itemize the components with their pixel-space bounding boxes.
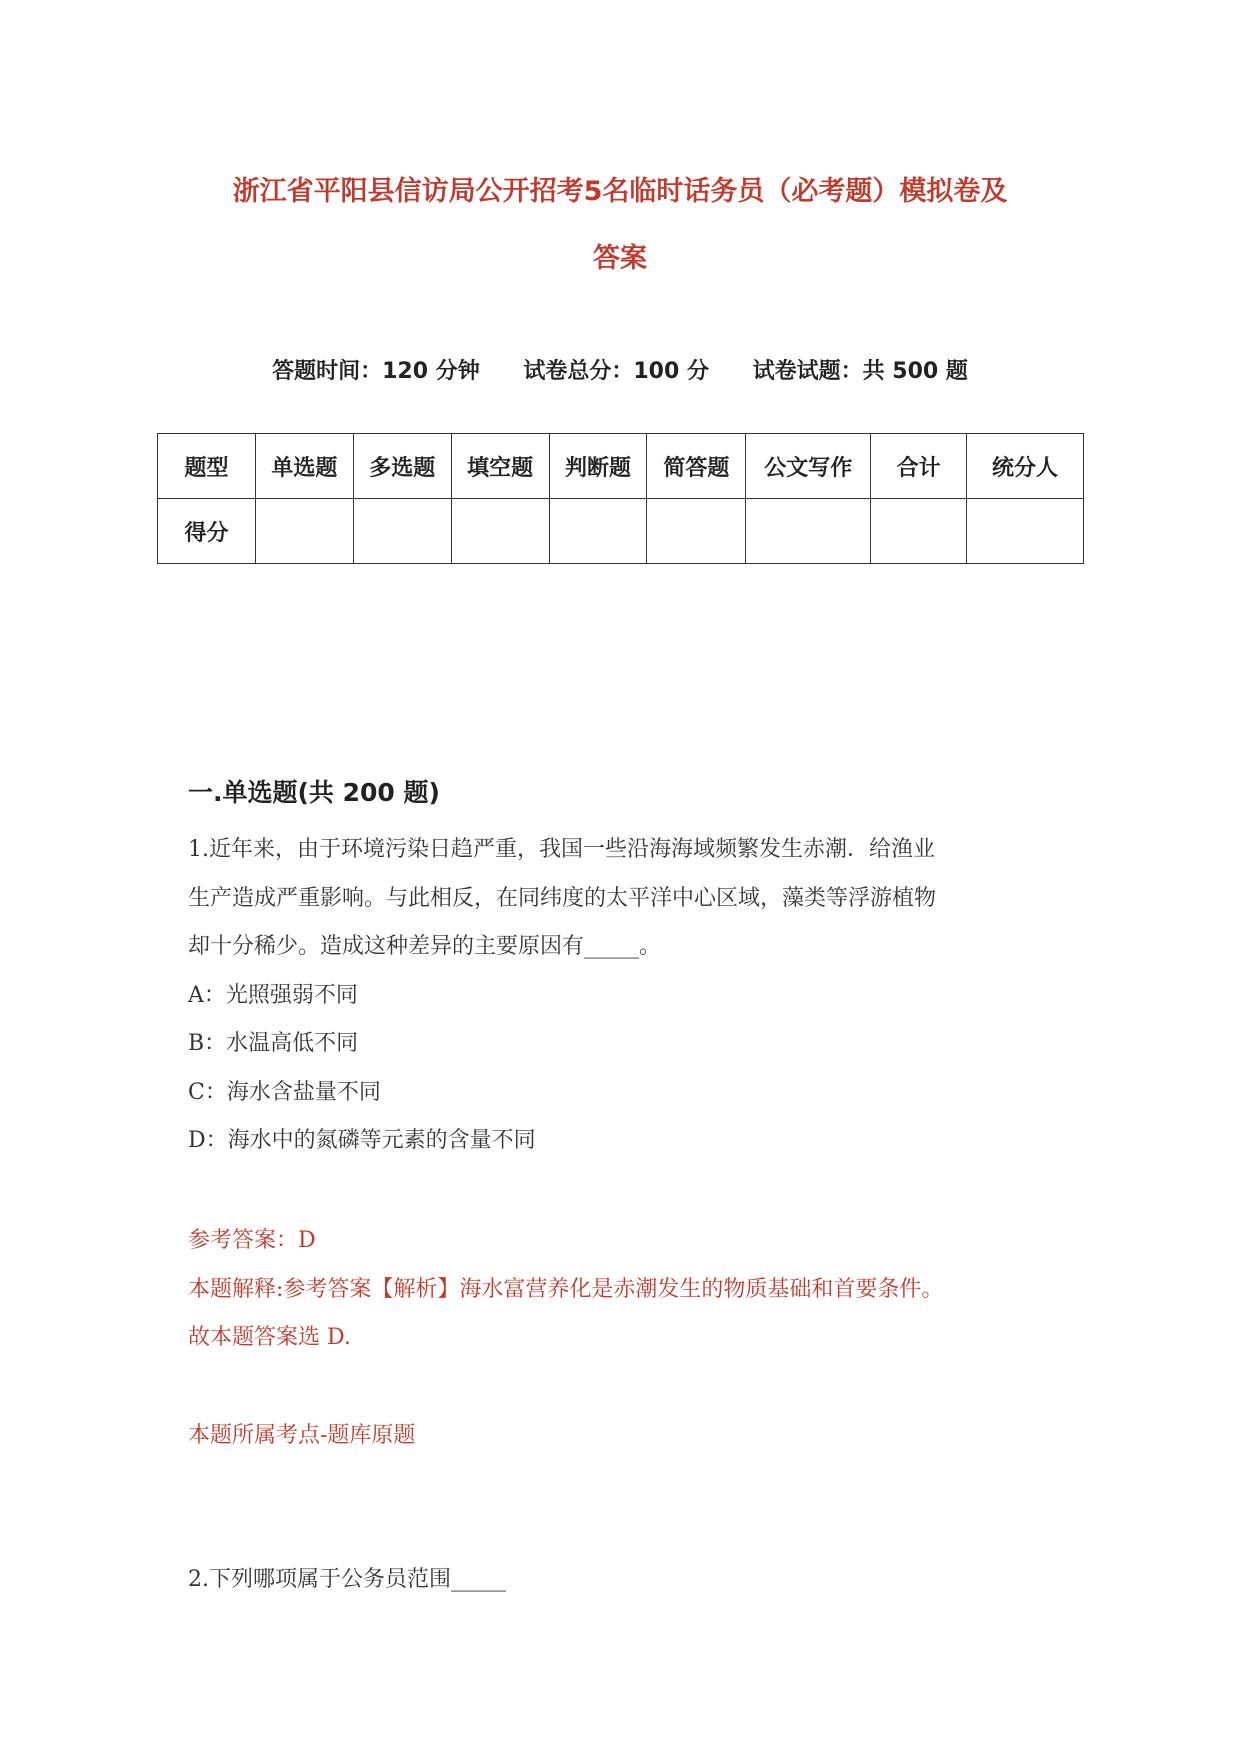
score-table-score-row	[158, 499, 1084, 564]
score-cell	[255, 499, 353, 564]
option-a: A：光照强弱不同	[188, 982, 358, 1008]
reference-answer: 参考答案：D	[188, 1228, 316, 1253]
table-header-cell: 多选题	[353, 434, 451, 499]
table-header-cell: 填空题	[451, 434, 549, 499]
score-table-header-row	[158, 434, 1084, 499]
question-tag: 本题所属考点-题库原题	[188, 1423, 416, 1448]
score-cell	[746, 499, 871, 564]
page-title	[150, 158, 1090, 292]
explanation-line: 本题解释:参考答案【解析】海水富营养化是赤潮发生的物质基础和首要条件。	[188, 1276, 944, 1302]
table-header-cell: 简答题	[647, 434, 746, 499]
answer-block	[188, 1217, 1058, 1363]
table-header-cell: 统分人	[967, 434, 1084, 499]
explanation-line: 故本题答案选 D.	[188, 1325, 351, 1350]
table-header-cell: 合计	[871, 434, 967, 499]
score-table	[157, 433, 1084, 564]
table-header-cell: 公文写作	[746, 434, 871, 499]
exam-total-questions: 试卷试题：共 500 题	[752, 359, 968, 384]
table-header-cell: 判断题	[549, 434, 647, 499]
title-line-1: 浙江省平阳县信访局公开招考5名临时话务员（必考题）模拟卷及	[232, 176, 1008, 207]
score-cell	[871, 499, 967, 564]
question-2: 2.下列哪项属于公务员范围_____	[188, 1567, 506, 1592]
exam-time: 答题时间：120 分钟	[272, 359, 480, 384]
section-heading: 一.单选题(共 200 题)	[188, 778, 440, 807]
score-row-label: 得分	[158, 499, 256, 564]
score-cell	[549, 499, 647, 564]
question-1	[188, 826, 1058, 1166]
score-cell	[647, 499, 746, 564]
question-text-line: 1.近年来，由于环境污染日趋严重，我国一些沿海海域频繁发生赤潮．给渔业	[188, 837, 935, 862]
question-text-line: 生产造成严重影响。与此相反，在同纬度的太平洋中心区域，藻类等浮游植物	[188, 885, 937, 911]
option-c: C：海水含盐量不同	[188, 1079, 381, 1105]
table-header-cell: 题型	[158, 434, 256, 499]
option-b: B：水温高低不同	[188, 1031, 359, 1056]
score-cell	[967, 499, 1084, 564]
question-text-line: 却十分稀少。造成这种差异的主要原因有_____。	[188, 934, 662, 959]
exam-total-score: 试卷总分：100 分	[523, 359, 709, 384]
exam-info	[150, 356, 1090, 388]
table-header-cell: 单选题	[255, 434, 353, 499]
score-cell	[451, 499, 549, 564]
option-d: D：海水中的氮磷等元素的含量不同	[188, 1128, 536, 1153]
title-line-2: 答案	[593, 243, 647, 274]
score-cell	[353, 499, 451, 564]
